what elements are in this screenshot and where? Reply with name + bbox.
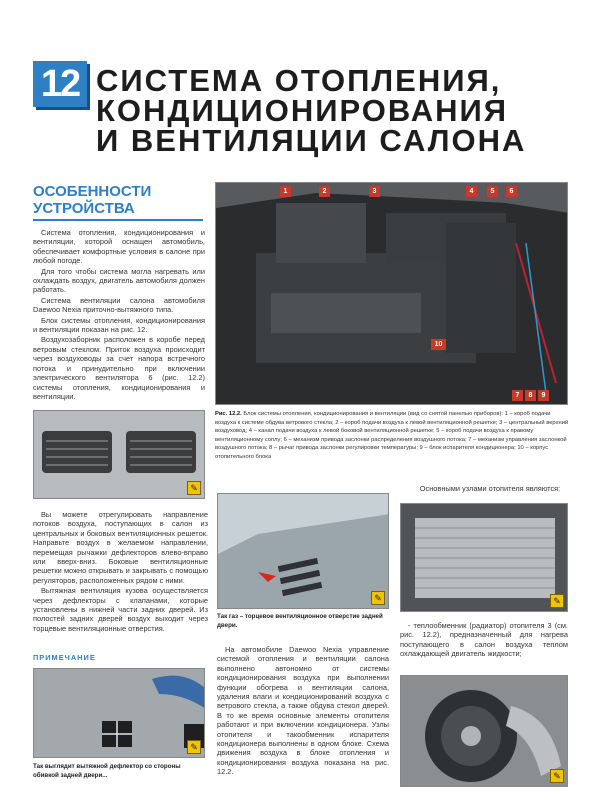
callout-marker: 10: [431, 339, 446, 350]
callout-marker: 1: [280, 186, 291, 197]
blower-fan-photo: [400, 675, 568, 787]
wrench-icon: ✎: [187, 481, 201, 495]
callout-marker: 6: [506, 186, 517, 197]
section-title-line-2: УСТРОЙСТВА: [33, 200, 135, 217]
deflector-photo: [33, 668, 205, 758]
radiator-illustration: [401, 504, 568, 612]
chapter-title-line-2: КОНДИЦИОНИРОВАНИЯ: [96, 93, 509, 128]
wrench-icon: ✎: [187, 740, 201, 754]
callout-marker: 3: [369, 186, 380, 197]
figure-caption-door: Так газ – торцевое вентиляционное отверстие задней двери.: [217, 613, 383, 629]
deflector-illustration: [34, 669, 205, 758]
callout-marker: 2: [319, 186, 330, 197]
heater-text: - теплообменник (радиатор) отопителя 3 (см. рис. 12.2), предназначенный для нагрева поступающего в салон воздуха теплом охлаждающей двигатель жидкости;: [400, 621, 568, 659]
paragraph: Блок системы отопления, кондиционирования и вентиляции показан на рис. 12.: [33, 315, 205, 335]
section-title-line-1: ОСОБЕННОСТИ: [33, 183, 152, 200]
note-heading: ПРИМЕЧАНИЕ: [33, 653, 96, 662]
callout-marker: 9: [538, 390, 549, 401]
figure-caption-text: Блок системы отопления, кондиционирования и вентиляции (вид со снятой панелью приборов): 1 – короб подачи воздуха к системе обдува ветрового стекла; 2 – короб подачи воздуха к левой вентиляционной решетке; 3 – центральный верхний воздуховод; 4 – канал подачи воздуха к левой боковой вентиляционной решетке; 5 – короб подачи воздуха к правому вентиляционному соплу; 6 – механизм привода заслонки распределения воздушного потока; 7 – механизм управления заслонкой воздушного потока; 8 – рычаг привода заслонки регулировки температуры; 9 – блок испарителя кондиционера; 10 – корпус отопительного блока: [215, 411, 569, 460]
dashboard-vents-photo: [33, 410, 205, 499]
wrench-icon: ✎: [550, 594, 564, 608]
vent-text: [33, 510, 208, 634]
chapter-number-badge: 12: [33, 61, 87, 107]
heater-unit-illustration: [216, 183, 568, 405]
heater-unit-photo: [215, 182, 568, 405]
paragraph: Система вентиляции салона автомобиля Daewoo Nexia приточно-вытяжного типа.: [33, 295, 205, 315]
heater-radiator-photo: [400, 503, 568, 612]
figure-label: Рис. 12.2.: [215, 411, 242, 417]
vents-illustration: [34, 411, 205, 499]
chapter-title-line-3: И ВЕНТИЛЯЦИИ САЛОНА: [96, 123, 527, 158]
chapter-title-line-1: СИСТЕМА ОТОПЛЕНИЯ,: [96, 63, 502, 98]
callout-marker: 8: [525, 390, 536, 401]
figure-caption-main: [215, 410, 570, 462]
chapter-title: [96, 63, 586, 158]
callout-marker: 4: [466, 186, 477, 197]
fan-illustration: [401, 676, 568, 787]
callout-marker: 5: [487, 186, 498, 197]
paragraph: Вы можете отрегулировать направление потоков воздуха, поступающих в салон из центральных и боковых вентиляционных решеток. Направьте воздух в желаемом направлении, перемещая рычажки дефлекторов влево-вправо или вверх-вниз. Боковые вентиляционные решетки можно открывать и закрывать с помощью регуляторов, расположенных рядом с ними.: [33, 510, 208, 585]
heater-intro: Основными узлами отопителя являются:: [419, 484, 561, 493]
left-column-text: [33, 228, 205, 402]
paragraph: Вытяжная вентиляция кузова осуществляется через дефлекторы с клапанами, которые установлены в нижней части задних дверей. Из полостей задних дверей воздух выходит через торцевые вентиляционные отверстия.: [33, 586, 208, 633]
mid-column-text: На автомобиле Daewoo Nexia управление системой отопления и вентиляции салона выполнено автономно от системы кондиционирования воздуха при выполнении функции обогрева и вентиляции салона, удаления влаги и кондиционирований воздуха с ветрового стекла, а также обдува стекол дверей. В то же время основные элементы отопителя работают и при включении кондиционера. Узлы отопителя и такообменник испарителя кондиционера выполнены в одном блоке. Схема движения воздуха в блоке отопления и кондиционирования воздуха показана на рис. 12.2.: [217, 645, 389, 777]
wrench-icon: ✎: [371, 591, 385, 605]
wrench-icon: ✎: [550, 769, 564, 783]
door-vent-illustration: [218, 494, 389, 609]
paragraph: Система отопления, кондиционирования и вентиляции, которой оснащен автомобиль, обеспечивает комфортные условия в салоне при любой погоде.: [33, 228, 205, 266]
paragraph: Воздухозаборник расположен в коробе перед ветровым стеклом. Приток воздуха происходит через воздуховоды за счет напора встречного потока и принудительно при включении электрического вентилятора 6 (рис. 12.2) системы отопления, кондиционирования и вентиляции.: [33, 335, 205, 401]
callout-marker: 7: [512, 390, 523, 401]
section-underline: [33, 219, 203, 221]
figure-caption-deflector: Так выглядит вытяжной дефлектор со стороны обивкой задней двери...: [33, 763, 181, 779]
section-title: [33, 183, 203, 217]
paragraph: Для того чтобы система могла нагревать или охлаждать воздух, двигатель автомобиля должен работать.: [33, 266, 205, 295]
rear-door-vent-photo: [217, 493, 389, 609]
